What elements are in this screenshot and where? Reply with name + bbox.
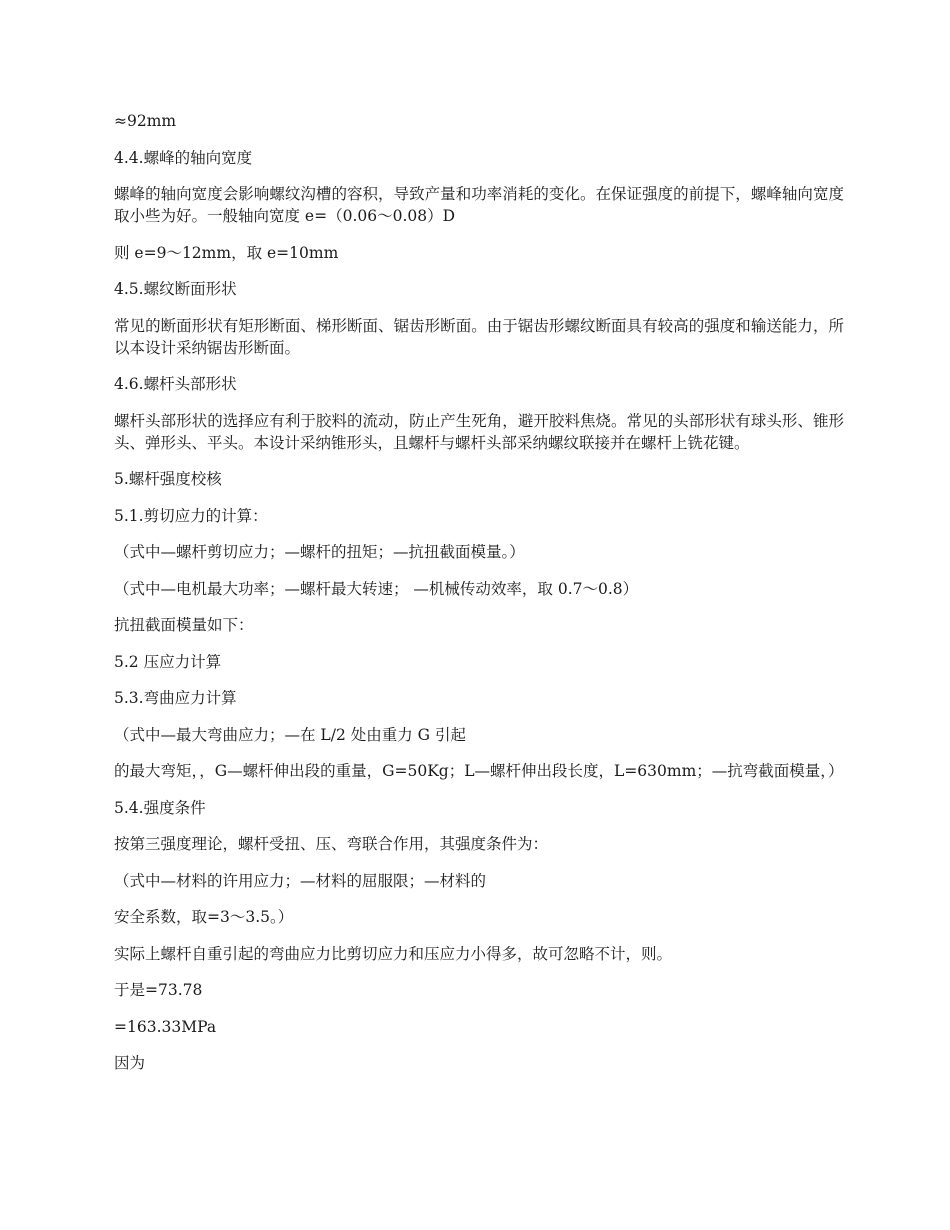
paragraph-material-note: （式中—材料的许用应力；—材料的屈服限；—材料的: [114, 871, 487, 890]
result-approx-92mm: ≈92mm: [114, 112, 177, 130]
paragraph-third-strength: 按第三强度理论，螺杆受扭、压、弯联合作用，其强度条件为：: [114, 835, 549, 853]
heading-5-3: 5.3.弯曲应力计算: [114, 689, 237, 707]
paragraph-e-value: 则 e=9～12mm，取 e=10mm: [114, 243, 339, 262]
paragraph-shear-note: （式中—螺杆剪切应力；—螺杆的扭矩；—抗扭截面模量。）: [114, 543, 525, 561]
document-body: [114, 110, 844, 1089]
heading-4-5: 4.5.螺纹断面形状: [114, 280, 237, 298]
result-73-78: 于是=73.78: [114, 981, 203, 999]
paragraph-axial-width: 螺峰的轴向宽度会影响螺纹沟槽的容积，导致产量和功率消耗的变化。在保证强度的前提下，螺峰轴向宽度取小些为好。一般轴向宽度 e=（0.06～0.08）D: [114, 185, 844, 225]
heading-5-4: 5.4.强度条件: [114, 798, 206, 817]
paragraph-neglect-bending: 实际上螺杆自重引起的弯曲应力比剪切应力和压应力小得多，故可忽略不计，则。: [114, 944, 673, 963]
paragraph-bending-moment: 的最大弯矩，，G—螺杆伸出段的重量，G=50Kg；L—螺杆伸出段长度，L=630mm；—抗弯截面模量，）: [114, 762, 844, 780]
heading-5: 5.螺杆强度校核: [114, 470, 222, 488]
paragraph-thread-section: 常见的断面形状有矩形断面、梯形断面、锯齿形断面。由于锯齿形螺纹断面具有较高的强度和输送能力，所以本设计采纳锯齿形断面。: [114, 316, 844, 357]
result-163-33-mpa: =163.33MPa: [114, 1017, 217, 1036]
heading-5-2: 5.2 压应力计算: [114, 652, 222, 671]
paragraph-because: 因为: [114, 1054, 146, 1072]
paragraph-bending-note: （式中—最大弯曲应力；—在 L/2 处由重力 G 引起: [114, 725, 466, 744]
heading-5-1: 5.1.剪切应力的计算：: [114, 506, 268, 525]
paragraph-safety-factor: 安全系数，取=3～3.5。）: [114, 908, 294, 926]
paragraph-motor-note: （式中—电机最大功率；—螺杆最大转速； —机械传动效率，取 0.7～0.8）: [114, 579, 639, 598]
heading-4-4: 4.4.螺峰的轴向宽度: [114, 148, 253, 167]
paragraph-torsion-modulus: 抗扭截面模量如下：: [114, 616, 254, 634]
heading-4-6: 4.6.螺杆头部形状: [114, 375, 237, 393]
paragraph-screw-head: 螺杆头部形状的选择应有利于胶料的流动，防止产生死角，避开胶料焦烧。常见的头部形状有球头形、锥形头、弹形头、平头。本设计采纳锥形头，且螺杆与螺杆头部采纳螺纹联接并在螺杆上铣花键。: [114, 411, 844, 452]
